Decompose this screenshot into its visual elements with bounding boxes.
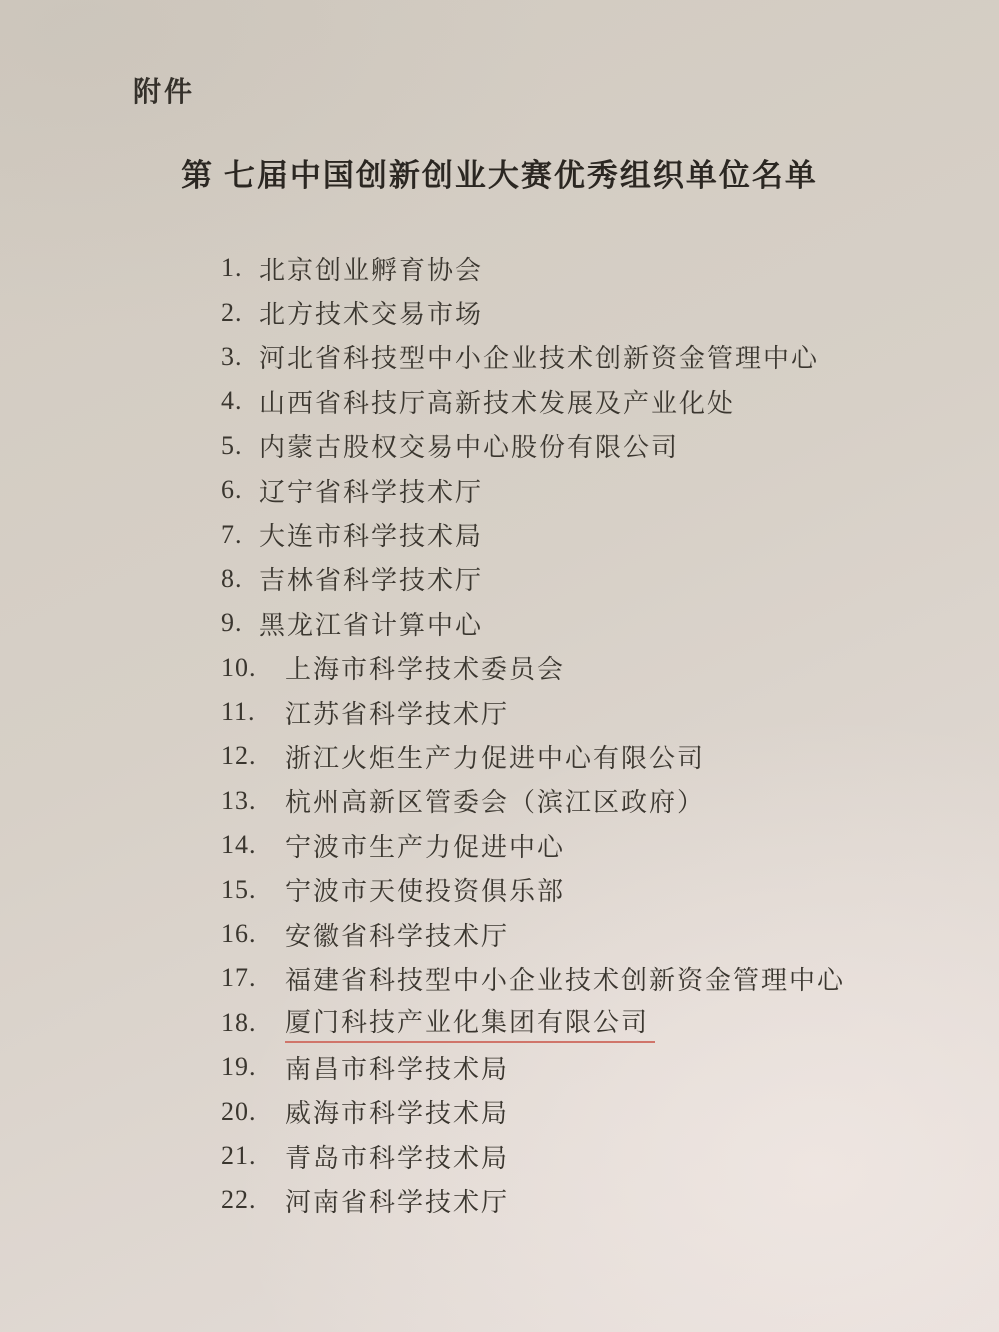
list-item-number: 18. bbox=[221, 1007, 257, 1037]
list-item-number: 16. bbox=[221, 919, 257, 949]
list-item-text: 南昌市科学技术局 bbox=[285, 1054, 510, 1084]
page-title: 第 七届中国创新创业大赛优秀组织单位名单 bbox=[181, 158, 818, 193]
list-item-text: 宁波市天使投资俱乐部 bbox=[285, 877, 566, 907]
list-item-number: 8. bbox=[221, 563, 243, 593]
list-item-number: 21. bbox=[221, 1141, 257, 1170]
list-item-text: 河南省科学技术厅 bbox=[285, 1187, 510, 1217]
list-item bbox=[221, 379, 941, 423]
list-item bbox=[221, 246, 941, 290]
list-item-number: 4. bbox=[221, 386, 243, 416]
list-item-number: 11. bbox=[221, 697, 256, 727]
list-item-text: 福建省科技型中小企业技术创新资金管理中心 bbox=[285, 965, 846, 995]
list-item-text: 浙江火炬生产力促进中心有限公司 bbox=[285, 743, 706, 773]
list-item bbox=[221, 1178, 941, 1222]
list-item-number: 2. bbox=[221, 297, 243, 327]
list-item-number: 14. bbox=[221, 830, 257, 860]
list-item bbox=[221, 424, 941, 468]
list-item bbox=[221, 557, 941, 601]
list-item-text: 青岛市科学技术局 bbox=[285, 1143, 510, 1173]
list-item-text: 辽宁省科学技术厅 bbox=[259, 477, 484, 507]
list-item bbox=[221, 1134, 941, 1178]
list-item-text: 黑龙江省计算中心 bbox=[259, 610, 484, 640]
list-item-number: 12. bbox=[221, 741, 257, 771]
list-item bbox=[221, 779, 941, 823]
list-item-text: 北京创业孵育协会 bbox=[259, 255, 484, 285]
list-item-number: 20. bbox=[221, 1096, 257, 1126]
list-item bbox=[221, 912, 941, 956]
list-item bbox=[221, 290, 941, 334]
list-item-text: 山西省科技厅高新技术发展及产业化处 bbox=[259, 388, 736, 418]
list-item-number: 1. bbox=[221, 253, 243, 283]
list-item-text: 北方技术交易市场 bbox=[259, 300, 484, 330]
list-item-number: 15. bbox=[221, 874, 257, 904]
list-item-text: 大连市科学技术局 bbox=[259, 522, 484, 552]
list-item-number: 5. bbox=[221, 430, 243, 460]
list-item bbox=[221, 468, 941, 512]
list-item-text: 威海市科学技术局 bbox=[285, 1099, 510, 1129]
list-item-number: 7. bbox=[221, 519, 243, 549]
list-item-text: 宁波市生产力促进中心 bbox=[285, 832, 566, 862]
list-item-number: 10. bbox=[221, 652, 257, 682]
list-item bbox=[221, 823, 941, 867]
list-item-number: 9. bbox=[221, 608, 243, 638]
list-item bbox=[221, 1045, 941, 1089]
list-item-number: 3. bbox=[221, 341, 243, 371]
list-item-text: 江苏省科学技术厅 bbox=[285, 699, 510, 729]
list-item-number: 19. bbox=[221, 1052, 257, 1082]
list-item-number: 22. bbox=[221, 1185, 257, 1215]
list-item bbox=[221, 867, 941, 911]
list-item-text: 吉林省科学技术厅 bbox=[259, 566, 484, 596]
list-item-text: 河北省科技型中小企业技术创新资金管理中心 bbox=[259, 344, 820, 374]
list-item-text: 内蒙古股权交易中心股份有限公司 bbox=[259, 433, 680, 463]
list-item-text: 安徽省科学技术厅 bbox=[285, 921, 510, 951]
list-item bbox=[221, 512, 941, 556]
list-item-text: 杭州高新区管委会（滨江区政府） bbox=[285, 788, 706, 818]
list-item bbox=[221, 1001, 941, 1045]
list-item-number: 13. bbox=[221, 785, 257, 815]
list-item-number: 17. bbox=[221, 963, 257, 993]
org-list bbox=[221, 246, 941, 1223]
list-item bbox=[221, 646, 941, 690]
list-item bbox=[221, 601, 941, 645]
attachment-label: 附件 bbox=[133, 76, 196, 107]
list-item bbox=[221, 1089, 941, 1133]
list-item-text-underlined: 厦门科技产业化集团有限公司 bbox=[285, 1002, 655, 1043]
list-item bbox=[221, 956, 941, 1000]
list-item-text: 上海市科学技术委员会 bbox=[285, 655, 566, 685]
list-item bbox=[221, 690, 941, 734]
list-item-number: 6. bbox=[221, 475, 243, 505]
list-item bbox=[221, 734, 941, 778]
list-item bbox=[221, 335, 941, 379]
